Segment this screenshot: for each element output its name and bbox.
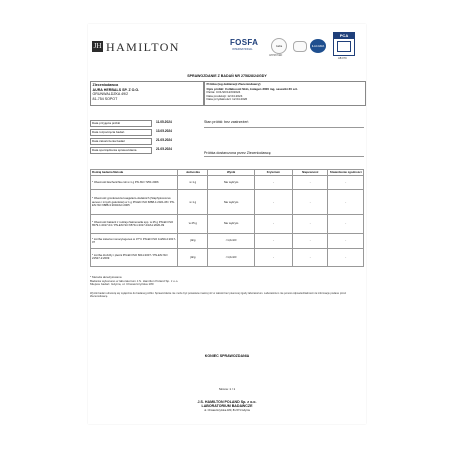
sample-batch: Partia: COLSK/12/0/2024 <box>206 90 241 95</box>
client-name: AURA HERBALS SP. Z O.O. <box>92 88 140 93</box>
row-unit: jtk/g <box>178 249 208 267</box>
sample-production-date: Data produkcji: 12.04.2024 <box>206 93 243 98</box>
row-method: * Obecność gronkowców koagulazo-dodatnich (Staphylococcus aureus i innych gatunków) w 1 g PN-EN ISO 6888-1:2021-08 / PN-EN ISO 6888-3:2004/AC:2005 <box>91 190 178 215</box>
client-street: GRUNWALDZKA 49/2 <box>92 92 129 97</box>
footer-address: ul. Chwaszczyńska 180, 81-571 Gdynia <box>204 408 250 412</box>
gafta-subtitle: APPROVED <box>269 54 283 57</box>
table-row <box>91 175 364 190</box>
date-value-end: 21.05.2024 <box>156 138 172 142</box>
row-criterion: - <box>254 249 292 267</box>
row-unit: w 1 g <box>178 175 208 190</box>
row-unit: jtk/g <box>178 233 208 249</box>
header-conformity: Stwierdzenie zgodności <box>329 169 362 174</box>
divider <box>204 127 364 128</box>
date-label-start: Data rozpoczęcia badań <box>90 129 152 136</box>
row-criterion: - <box>254 233 292 249</box>
row-conformity: - <box>328 190 364 215</box>
row-method: * Obecność Escherichia coli w 1 g PN-ISO 7251:2006 <box>91 175 178 190</box>
row-uncertainty: - <box>293 249 328 267</box>
pca-mark-icon <box>337 41 351 52</box>
row-unit: w 25 g <box>178 214 208 233</box>
row-uncertainty: - <box>293 175 328 190</box>
header-criterion: Kryterium <box>254 170 292 176</box>
pca-code: AB 079 <box>338 57 347 60</box>
table-row <box>91 214 364 233</box>
end-of-report: KONIEC SPRAWOZDANIA <box>204 354 250 358</box>
divider <box>204 156 364 157</box>
sample-description: Opis próbki: Collaboosti Skin, kolagen 3000 mg, saszetki 30 szt. <box>206 86 298 91</box>
date-label-received: Data przyjęcia próbki <box>90 120 152 127</box>
row-result: Nie wykryto <box>208 214 254 233</box>
footnote-line: * Metoda akredytowana <box>90 275 122 279</box>
ilac-mra-badge: ILAC-MRA <box>310 39 326 53</box>
header-method: Rodzaj badania Metoda <box>91 170 178 176</box>
client-heading: Zleceniodawca <box>92 83 119 87</box>
footnote-line: Miejsce badań: Gdynia, ul. Chwaszczyńska 180 <box>90 282 154 287</box>
footnote-line: Badania wykonano w laboratorium J.S. Hamilton Poland Sp. z o.o. <box>90 278 179 283</box>
client-box <box>90 81 204 106</box>
sample-delivery: Próbka dostarczona przez Zleceniodawcę <box>204 151 271 155</box>
table-row <box>91 233 364 249</box>
row-result: Nie wykryto <box>208 190 254 215</box>
row-method: * Liczba Listeria monocytogenes w 37°C PN-EN ISO 11290-2:2017-07 <box>91 233 178 249</box>
footer-lab: LABORATORIUM BADAWCZE <box>201 404 253 409</box>
row-uncertainty: - <box>293 190 328 215</box>
fosfa-subtitle: INTERNATIONAL <box>232 48 253 51</box>
iaf-badge-icon <box>293 41 307 52</box>
date-label-report: Data sporządzenia sprawozdania <box>90 147 152 154</box>
date-label-end: Data zakończenia badań <box>90 138 152 145</box>
table-row <box>91 249 364 267</box>
row-criterion: - <box>254 190 292 215</box>
row-conformity: - <box>328 233 364 249</box>
row-conformity: - <box>328 214 364 233</box>
header-result: Wynik <box>208 170 254 176</box>
pca-label: PCA <box>334 33 354 39</box>
sample-condition: Stan próbki: bez zastrzeżeń <box>204 120 249 124</box>
header-unit: Jednostka <box>178 170 208 176</box>
row-result: Nie wykryto <box>208 175 254 190</box>
report-notes-paragraph: Wyniki badań odnoszą się wyłącznie do badanej próbki. Sprawozdanie nie może być powielane inaczej niż w całości bez pisemnej zgody laboratorium. Laboratorium nie ponosi odpowiedzialności za informacje podane przez Zleceniodawcę. <box>90 292 347 299</box>
date-value-report: 21.05.2024 <box>156 147 172 151</box>
row-uncertainty: - <box>293 214 328 233</box>
gafta-badge-icon: Gafta <box>271 38 287 54</box>
fosfa-logo: FOSFA <box>230 38 259 47</box>
row-method: * Liczba drożdży i pleśni PN-EN ISO 6611:2007 / PN-EN ISO 21527-2:2009 <box>91 249 178 267</box>
row-result: <1,0x10¹ <box>208 233 254 249</box>
company-logo-text: HAMILTON <box>106 40 180 54</box>
sample-expiry-date: Data przydatności: 12.04.2026 <box>206 97 248 102</box>
report-title: SPRAWOZDANIE Z BADAŃ NR 275828/24/GDY <box>187 74 267 78</box>
sample-heading: Próbka (wg deklaracji Zleceniodawcy) <box>206 82 261 86</box>
row-uncertainty: - <box>293 233 328 249</box>
footnotes <box>90 276 290 287</box>
table-row <box>91 190 364 215</box>
row-conformity: - <box>328 175 364 190</box>
results-table <box>90 169 364 267</box>
pca-accreditation-badge <box>333 32 355 56</box>
client-city: 81-754 SOPOT <box>92 96 118 101</box>
footer <box>88 400 366 412</box>
row-conformity: - <box>328 249 364 267</box>
header-uncertainty: Niepewność <box>293 170 328 176</box>
row-criterion: - <box>254 175 292 190</box>
sample-box <box>204 81 366 106</box>
report-page <box>88 24 366 424</box>
page-number: Strona: 1 / 1 <box>218 387 236 391</box>
row-unit: w 1 g <box>178 190 208 215</box>
row-result: <1,0x10¹ <box>208 249 254 267</box>
footer-company: J.S. HAMILTON POLAND Sp. z o.o. <box>197 400 257 404</box>
hamilton-logo-icon: JH <box>93 42 102 50</box>
row-method: * Obecność bakterii z rodzaju Salmonella spp. w 25 g PN-EN ISO 6579-1:2017-04 / PN-EN ISO 6579-1:2017-04/A1:2020-09 <box>91 214 178 233</box>
row-criterion: - <box>254 214 292 233</box>
date-value-received: 11.05.2024 <box>156 120 172 124</box>
date-value-start: 13.05.2024 <box>156 129 172 133</box>
